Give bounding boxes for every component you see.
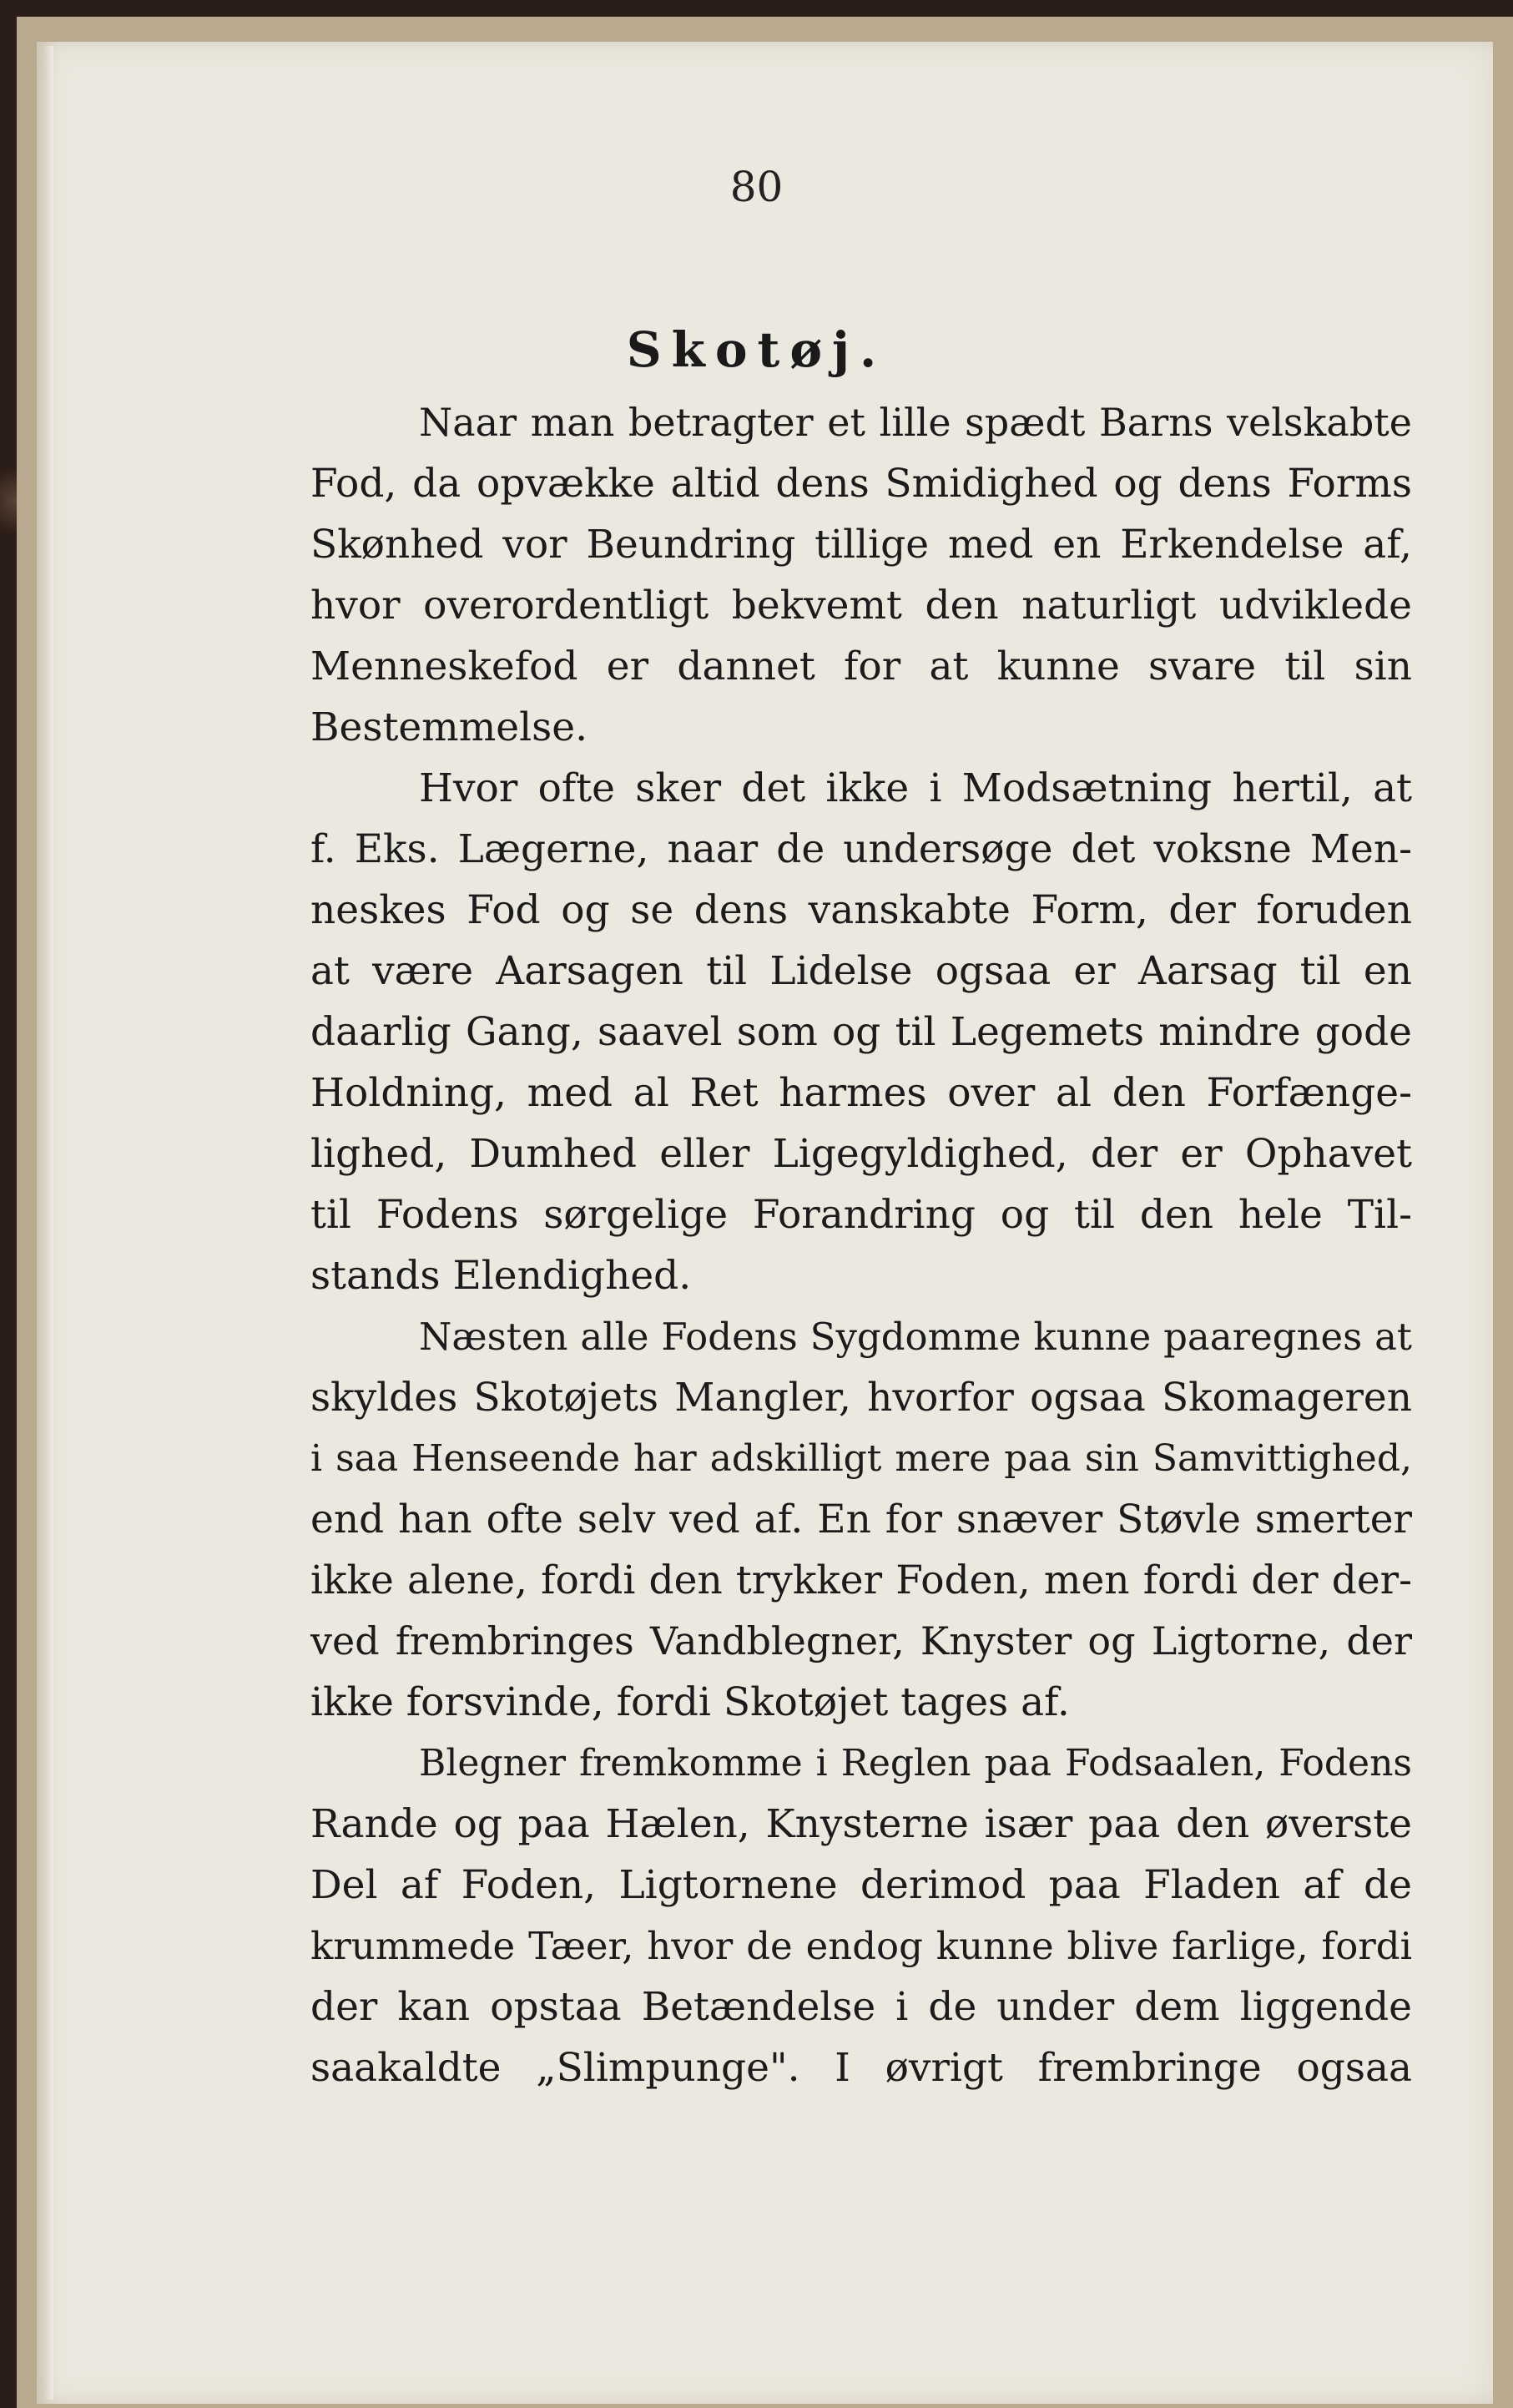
text-line: daarlig Gang, saavel som og til Legemets mindre gode	[310, 1009, 1412, 1055]
text-line: Rande og paa Hælen, Knysterne især paa den øverste	[310, 1801, 1412, 1847]
text-line: til Fodens sørgelige Forandring og til den hele Til-	[310, 1192, 1412, 1238]
page-number: 80	[729, 163, 784, 211]
text-line: Menneskefod er dannet for at kunne svare til sin	[310, 644, 1412, 689]
text-line: Naar man betragter et lille spædt Barns velskabte	[419, 400, 1412, 445]
text-line: ikke forsvinde, fordi Skotøjet tages af.	[310, 1679, 1070, 1725]
text-line: Fod, da opvække altid dens Smidighed og dens Forms	[310, 461, 1412, 507]
text-line: krummede Tæer, hvor de endog kunne blive farlige, fordi	[310, 1924, 1412, 1968]
text-line: end han ofte selv ved af. En for snæver Støvle smerter	[310, 1497, 1412, 1542]
body-text	[310, 392, 1412, 2098]
text-line: Bestemmelse.	[310, 704, 588, 750]
text-line: skyldes Skotøjets Mangler, hvorfor ogsaa Skomageren	[310, 1375, 1412, 1421]
text-line: ved frembringes Vandblegner, Knyster og Ligtorne, der	[310, 1618, 1412, 1663]
text-line: Hvor ofte sker det ikke i Modsætning hertil, at	[419, 765, 1412, 811]
text-line: ikke alene, fordi den trykker Foden, men fordi der der-	[310, 1557, 1412, 1603]
text-line: der kan opstaa Betændelse i de under dem liggende	[310, 1984, 1412, 2030]
text-line: saakaldte „Slimpunge". I øvrigt frembringe ogsaa	[310, 2045, 1412, 2091]
text-line: Holdning, med al Ret harmes over al den Forfænge-	[310, 1070, 1412, 1116]
page-gutter	[45, 46, 53, 2400]
section-heading: Skotøj.	[626, 321, 887, 378]
text-line: Del af Foden, Ligtornene derimod paa Fladen af de	[310, 1862, 1412, 1908]
text-line: stands Elendighed.	[310, 1253, 692, 1299]
text-line: f. Eks. Lægerne, naar de undersøge det voksne Men-	[310, 826, 1412, 872]
text-line: Næsten alle Fodens Sygdomme kunne paaregnes at	[419, 1315, 1412, 1359]
text-line: lighed, Dumhed eller Ligegyldighed, der er Ophavet	[310, 1131, 1412, 1177]
text-line: at være Aarsagen til Lidelse ogsaa er Aarsag til en	[310, 948, 1412, 994]
text-line: i saa Henseende har adskilligt mere paa sin Samvittighed,	[310, 1437, 1412, 1480]
text-line: Skønhed vor Beundring tillige med en Erkendelse af,	[310, 522, 1412, 568]
text-line: Blegner fremkomme i Reglen paa Fodsaalen, Fodens	[419, 1742, 1412, 1785]
text-line: hvor overordentligt bekvemt den naturligt udviklede	[310, 583, 1412, 629]
text-line: neskes Fod og se dens vanskabte Form, der foruden	[310, 887, 1412, 933]
